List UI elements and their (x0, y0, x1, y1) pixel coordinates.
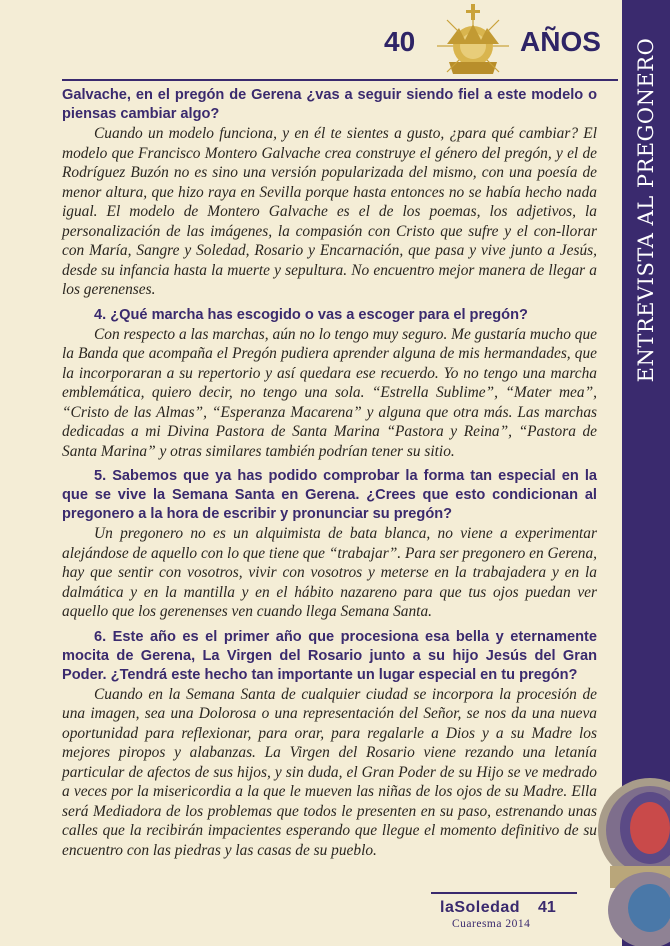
magazine-name: laSoledad (440, 899, 521, 916)
crown-emblem-icon (429, 4, 517, 86)
header-number: 40 (384, 26, 416, 57)
footer-divider (431, 892, 577, 894)
article-body (62, 86, 597, 860)
coat-of-arms-icon (580, 770, 670, 946)
answer-paragraph: Cuando un modelo funciona, y en él te sientes a gusto, ¿para qué cambiar? El modelo que Francisco Montero Galvache crea construye el género del pregón, y el de Rodríguez Buzón no es sino una versión popularizada del mismo, con una poesía de menor altura, que hizo raya en Sevilla porque hasta entonces no se había hecho nada igual. El modelo de Montero Galvache es el de los poemas, los adjetivos, la personalización de las imágenes, la compasión con Cristo que sufre y el con-llorar con María, Sangre y Soledad, Rosario y Encarnación, que pasa y vive junto a Jesús, desde su infancia hasta la muerte y sepultura. No encuentro mejor manera de llegar a los gerenenses. (62, 125, 597, 298)
header-word: AÑOS (520, 26, 601, 57)
answer-paragraph: Un pregonero no es un alquimista de bata blanca, no viene a experimentar alejándose de aquello con lo que tiene que “trabajar”. Para ser pregonero en Gerena, hay que sentir con vosotros, vivir con vosotros y meterse en la trabajadera y en la dalmática y en la mantilla y en el hábito nazareno para que tus ojos puedan ver aquello que los gerenenses ven cuando llega Semana Santa. (62, 525, 597, 620)
question-heading: 6. Este año es el primer año que procesiona esa bella y eternamente mocita de Gerena, La Virgen del Rosario junto a su hijo Jesús del Gran Poder. ¿Tendrá este hecho tan importante un lugar especial en tu pregón? (62, 628, 597, 683)
header-divider (62, 79, 618, 81)
answer-paragraph: Con respecto a las marchas, aún no lo tengo muy seguro. Me gustaría mucho que la Banda que acompaña el Pregón pudiera aprender alguna de mis hermandades, que la incorporaran a su repertorio y así quedara ese recuerdo. Yo no tengo una marcha emblemática, quiero decir, no tengo una sola. “Estrella Sublime”, “Mater mea”, “Cristo de las Almas”, “Esperanza Macarena” y alguna que otra más. Las marchas dedicadas a mi Divina Pastora de Santa Marina “Pastora y Reina”, “Pastora de Santa Marina” y otras similares también podrían tener su sitio. (62, 325, 597, 460)
question-heading: 4. ¿Qué marcha has escogido o vas a escoger para el pregón? (94, 306, 528, 323)
question-heading: 5. Sabemos que ya has podido comprobar la forma tan especial en la que se vive la Semana Santa en Gerena. ¿Crees que esto condicionan al pregonero a la hora de escribir y pronunciar su pregón? (62, 468, 597, 522)
question-heading: Galvache, en el pregón de Gerena ¿vas a seguir siendo fiel a este modelo o piensas cambiar algo? (62, 87, 597, 122)
answer-paragraph: Cuando en la Semana Santa de cualquier ciudad se incorpora la procesión de una imagen, sea una Dolorosa o una representación del Señor, se nos da una nueva oportunidad para reflexionar, para orar, para regalarle a Dios y a su Madre los mejores piropos y alabanzas. La Virgen del Rosario viene rezando una letanía particular de afectos de sus hijos, y sin duda, el Gran Poder de su Hijo se ve medrado a veces por la misericordia a la que le mueven las niñas de los ojos de su Madre. Ella será Mediadora de los problemas que todos le presenten en su paso, estrenando unas calles que la recibirán impacientes esperando que llegue el momento definitivo de su encuentro con las piedras y las casas de su pueblo. (62, 685, 597, 859)
page-number: 41 (538, 899, 556, 916)
issue-label: Cuaresma 2014 (452, 918, 531, 930)
section-title: ENTREVISTA AL PREGONERO (634, 37, 658, 383)
